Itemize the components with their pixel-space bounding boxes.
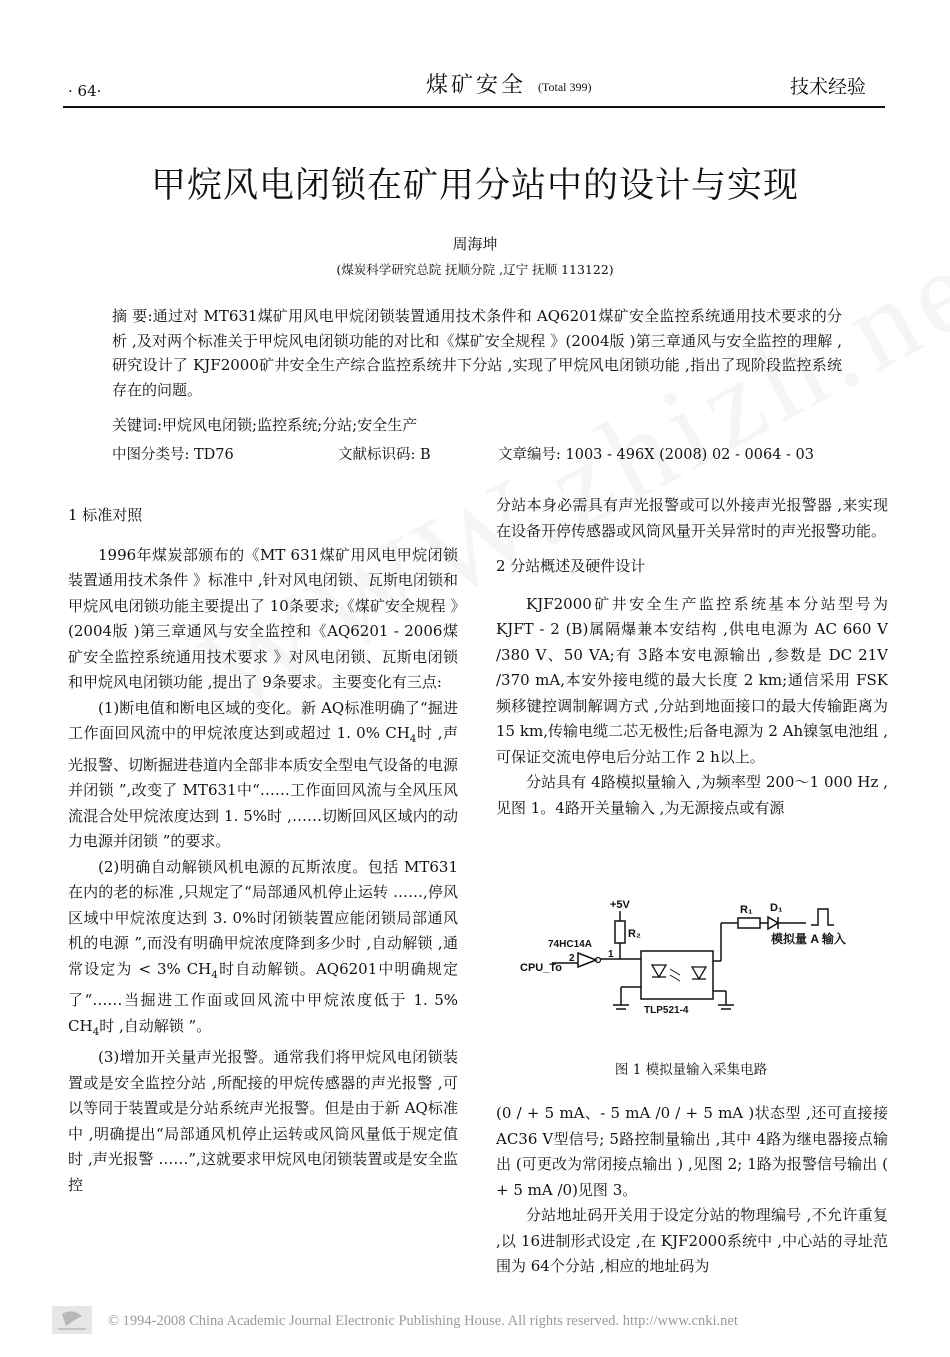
paragraph: (3)增加开关量声光报警。通常我们将甲烷风电闭锁装置或是安全监控分站 ,所配接的甲烷传感器的声光报警 ,可以等同于装置或是分站系统声光报警。但是由于新 AQ标准中 ,明确提出“局部通风机停止运转或风筒风量低于规定值时 ,声光报警 ……”,这就要求甲烷风电闭锁装置或是安全监控 [68, 1048, 458, 1194]
label-vcc: +5V [610, 899, 630, 911]
article-affiliation: (煤炭科学研究总院 抚顺分院 ,辽宁 抚顺 113122) [336, 262, 614, 277]
label-output: 模拟量 A 输入 [771, 932, 846, 946]
resistor-r1 [738, 918, 760, 928]
keywords: 关键词:甲烷风电闭锁;监控系统;分站;安全生产 [112, 416, 418, 434]
label-r1: R₁ [740, 904, 753, 916]
text-run: 时自动解锁。AQ6201中明确规定了“……当掘进工作面或回风流中甲烷浓度低于 1. 5% CH [68, 959, 458, 1035]
paragraph: 分站地址码开关用于设定分站的物理编号 ,不允许重复 ,以 16进制形式设定 ,在 KJF2000系统中 ,中心站的寻址范围为 64个分站 ,相应的地址码为 [496, 1206, 888, 1275]
subscript: 4 [92, 1025, 100, 1038]
pulse-waveform [811, 909, 834, 925]
paragraph [68, 696, 458, 855]
left-column [68, 503, 458, 1198]
opto-receiver [692, 967, 706, 979]
article-number: 文章编号: 1003 - 496X (2008) 02 - 0064 - 03 [498, 447, 814, 463]
cnki-logo-icon [52, 1306, 92, 1334]
inverter-gate [578, 953, 596, 967]
abstract [112, 304, 842, 402]
text-run: (2)明确自动解锁风机电源的瓦斯浓度。包括 MT631在内的老的标准 ,只规定了“局部通风机停止运转 ……,停风区域中甲烷浓度达到 3. 0%时闭锁装置应能闭锁局部通风机的电源 ”,而没有明确甲烷浓度降到多少时 ,自动解锁 ,通常设定为 < 3% CH [68, 857, 458, 978]
abstract-label: 摘 要: [112, 307, 153, 325]
section-1-heading: 1 标准对照 [68, 506, 143, 524]
label-r2: R₂ [628, 928, 641, 940]
abstract-text: 通过对 MT631煤矿用风电甲烷闭锁装置通用技术条件和 AQ6201煤矿安全监控系统通用技术要求的分析 ,及对两个标准关于甲烷风电闭锁功能的对比和《煤矿安全规程 》(2004版 )第三章通风与安全监控的理解 ,研究设计了 KJF2000矿井安全生产综合监控系统井下分站 ,实现了甲烷风电闭锁功能 ,指出了现阶段监控系统存在的问题。 [112, 307, 842, 399]
light-arrow [670, 969, 680, 975]
paragraph: KJF2000矿井安全生产监控系统基本分站型号为 KJFT - 2 (B)属隔爆兼本安结构 ,供电电源为 AC 660 V /380 V、50 VA;有 3路本安电源输出 ,参数是 DC 21V /370 mA,本安外接电缆的最大长度 2 km;通信采用 FSK频移键控调制解调方式 ,分站到地面接口的最大传输距离为 15 km,传输电缆二芯无极性;后备电源为 2 Ah镍氢电池组 ,可保证交流电停电后分站工作 2 h以上。 [496, 594, 888, 766]
paragraph [68, 855, 458, 1046]
label-d1: D₁ [770, 902, 783, 914]
journal-name: 煤矿安全 [426, 73, 527, 98]
opto-led [652, 965, 666, 977]
text-run: 时 ,自动解锁 ”。 [99, 1016, 212, 1035]
text-run: (1)断电值和断电区域的变化。新 AQ标准明确了“掘进工作面回风流中的甲烷浓度达到或超过 1. 0% CH [68, 698, 458, 742]
right-column-bottom [496, 1101, 888, 1280]
label-cpu: CPU_To [520, 962, 562, 974]
paragraph: (0 / + 5 mA、- 5 mA /0 / + 5 mA )状态型 ,还可直接接 AC36 V型信号; 5路控制量输出 ,其中 4路为继电器接点输出 (可更改为常闭接点输出 ) ,见图 2; 1路为报警信号输出 ( + 5 mA /0)见图 3。 [496, 1104, 888, 1199]
copyright-footer: © 1994-2008 China Academic Journal Electronic Publishing House. All rights reserved. http://www.cnki.net [108, 1313, 738, 1329]
resistor-r2 [615, 921, 625, 943]
subscript: 4 [211, 968, 218, 981]
label-opto: TLP521-4 [644, 1005, 689, 1016]
paragraph: 1996年煤炭部颁布的《MT 631煤矿用风电甲烷闭锁装置通用技术条件 》标准中 ,针对风电闭锁、瓦斯电闭锁和甲烷风电闭锁功能主要提出了 10条要求;《煤矿安全规程 》(2004版 )第三章通风与安全监控和《AQ6201 - 2006煤矿安全监控系统通用技术要求 》对风电闭锁、瓦斯电闭锁和甲烷风电闭锁功能 ,提出了 9条要求。主要变化有三点: [68, 545, 458, 691]
light-arrow [670, 975, 680, 981]
paragraph: 分站具有 4路模拟量输入 ,为频率型 200～1 000 Hz ,见图 1。4路开关量输入 ,为无源接点或有源 [496, 773, 888, 817]
label-ic: 74HC14A [548, 939, 592, 950]
document-code: 文献标识码: B [338, 447, 431, 463]
text-run: 时 ,声光报警、切断掘进巷道内全部非本质安全型电气设备的电源并闭锁 ”,改变了 MT631中“……工作面回风流与全风压风流混合处甲烷浓度达到 1. 5%时 ,……切断回风区域内的动力电源并闭锁 ”的要求。 [68, 724, 459, 850]
header-rule [63, 106, 885, 108]
label-pin1: 1 [608, 949, 614, 960]
figure-1-circuit [516, 895, 891, 1020]
diode-d1 [768, 917, 778, 929]
paragraph: 分站本身必需具有声光报警或可以外接声光报警器 ,来实现在设备开停传感器或风筒风量开关异常时的声光报警功能。 [496, 496, 888, 540]
article-title: 甲烷风电闭锁在矿用分站中的设计与实现 [150, 166, 799, 206]
clc-number: 中图分类号: TD76 [112, 447, 234, 463]
optocoupler [641, 951, 713, 999]
section-name: 技术经验 [790, 76, 867, 98]
figure-1-caption: 图 1 模拟量输入采集电路 [614, 1062, 768, 1078]
section-2-heading: 2 分站概述及硬件设计 [496, 557, 646, 575]
right-column-top [496, 493, 888, 821]
page-number: · 64· [68, 82, 102, 100]
journal-total-issue: (Total 399) [538, 80, 592, 94]
article-author: 周海坤 [452, 235, 498, 253]
label-pin2: 2 [569, 953, 575, 964]
subscript: 4 [409, 733, 417, 745]
